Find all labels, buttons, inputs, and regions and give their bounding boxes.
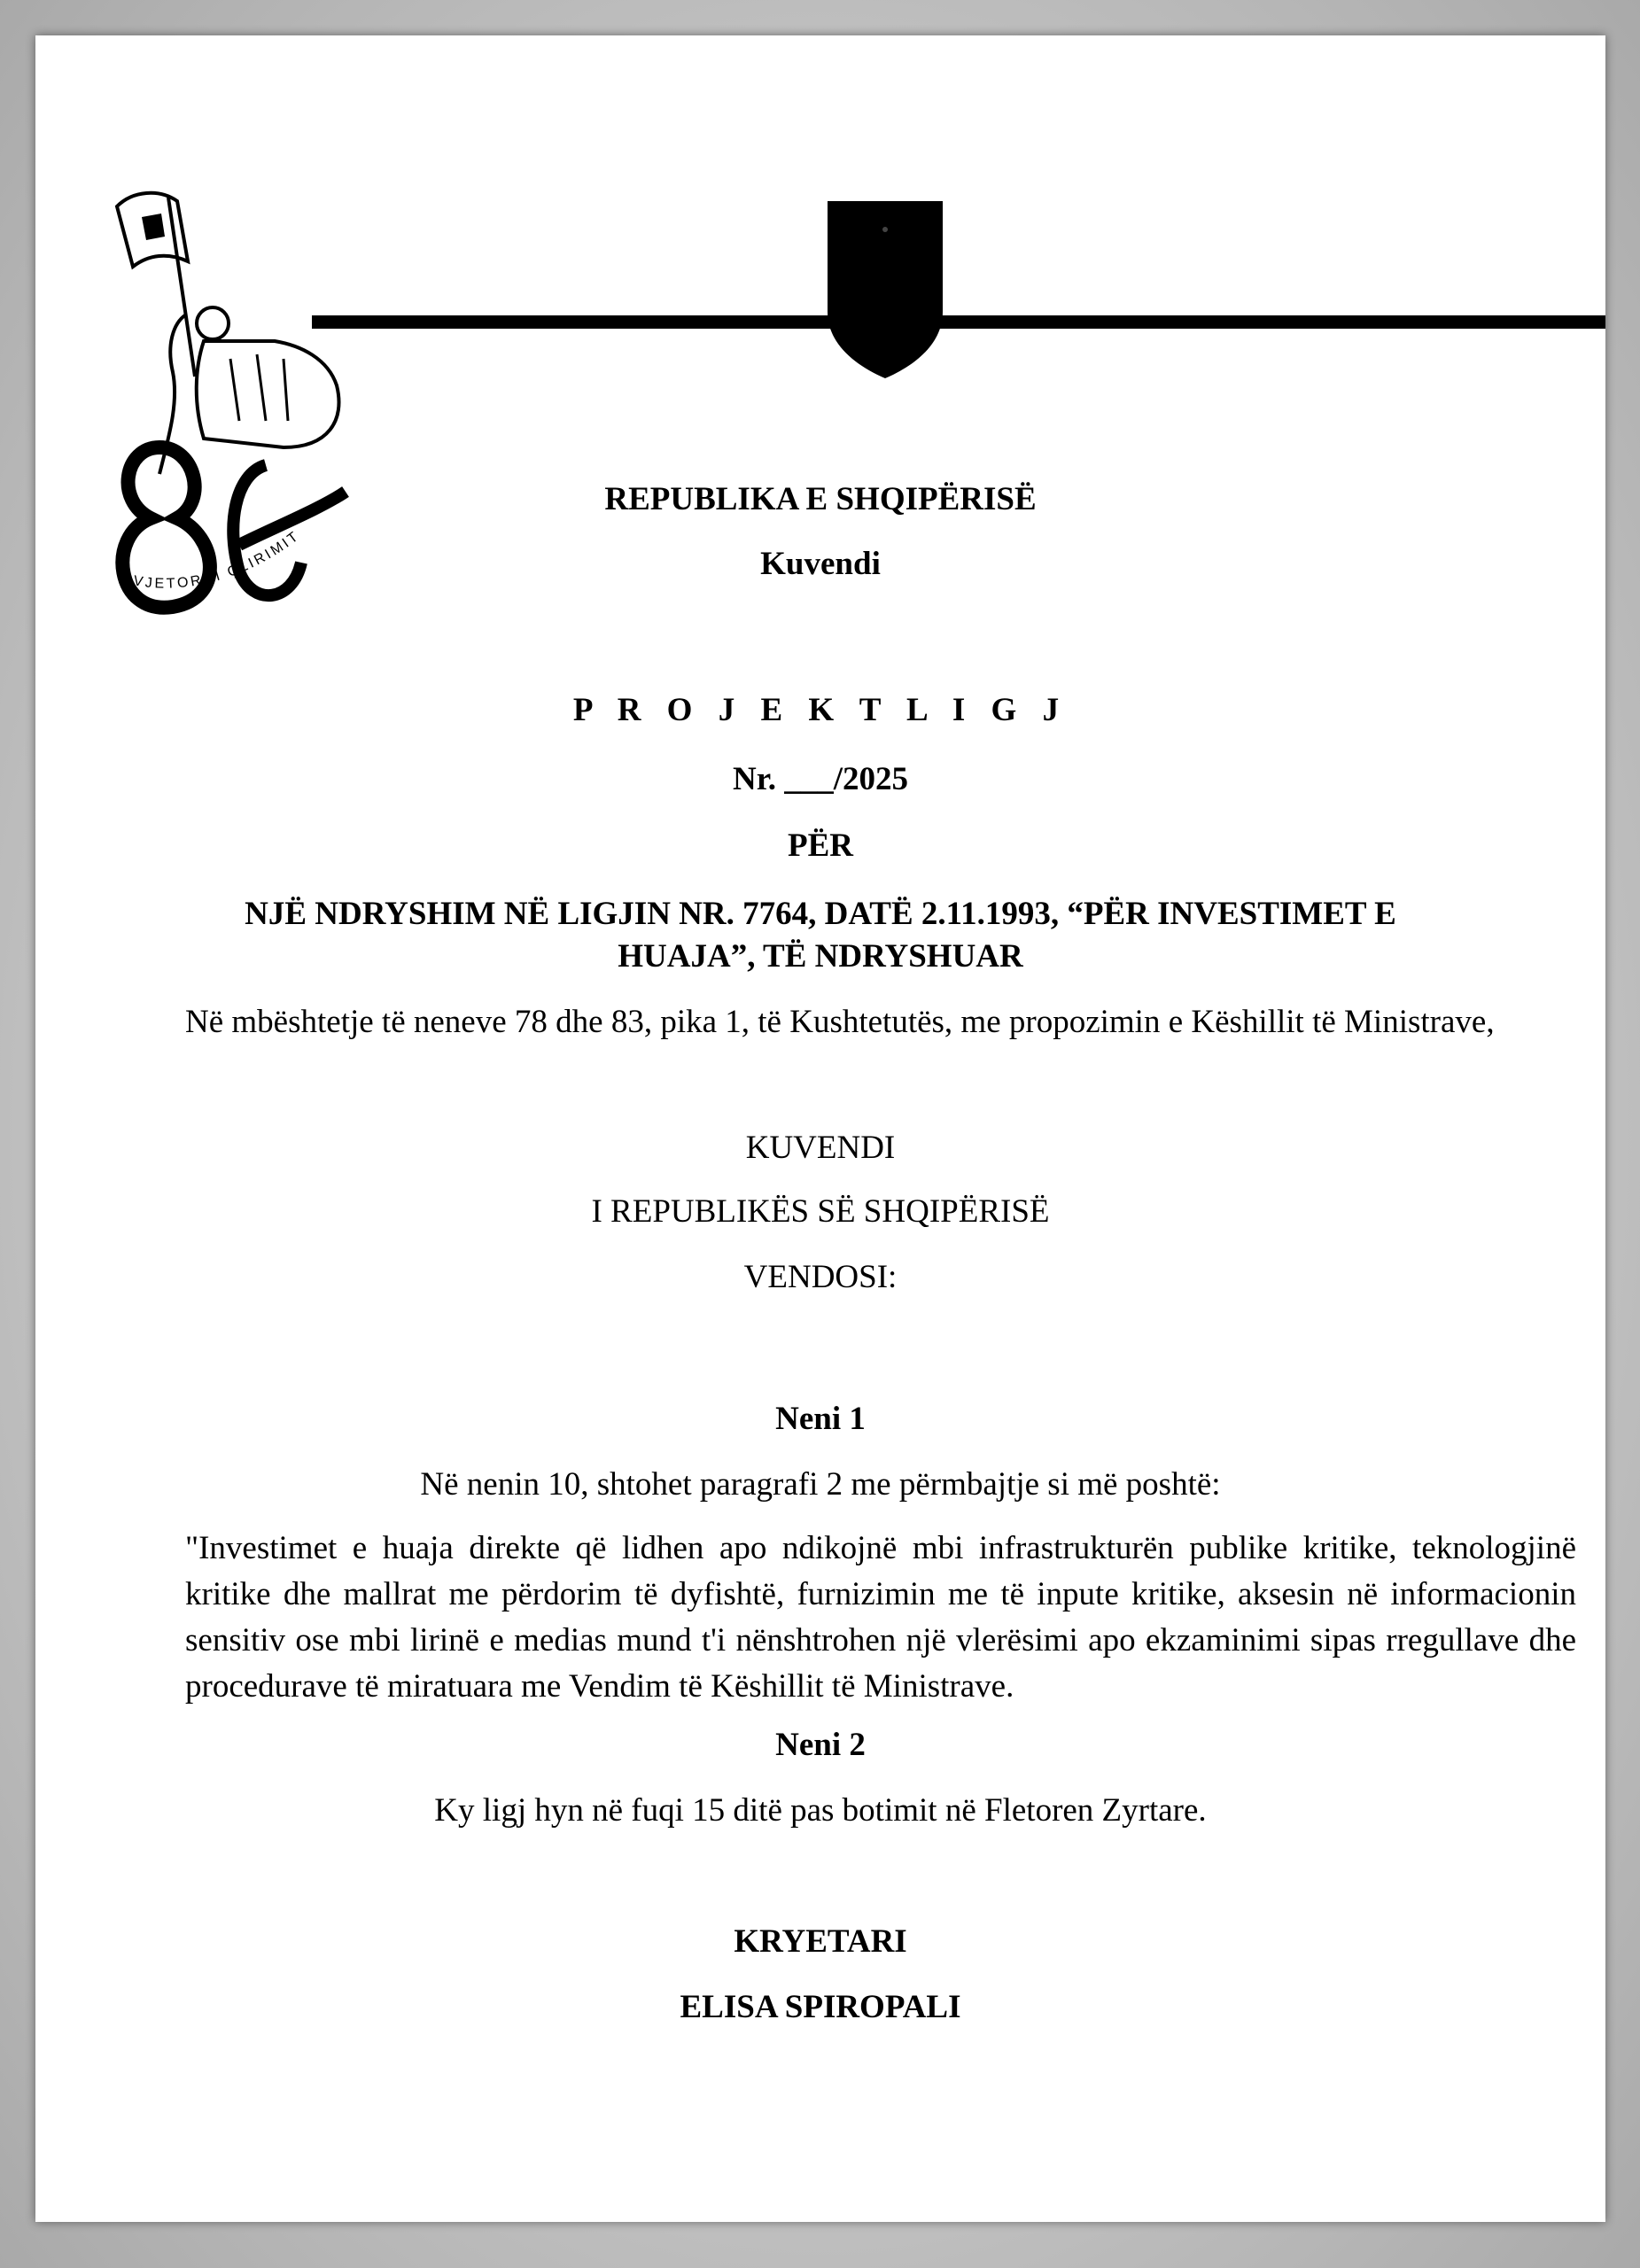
logo-caption: VJETORI I ÇLIRIMIT [132, 528, 303, 592]
document-type: P R O J E K T L I G J [572, 692, 1069, 728]
signatory-name: ELISA SPIROPALI [680, 1989, 961, 2025]
article-1-heading: Neni 1 [775, 1401, 866, 1437]
article-1-text: "Investimet e huaja direkte që lidhen apo ndikojnë mbi infrastrukturën publike kritike, teknologjinë kritike dhe mallrat me përdorim të dyfishtë, furnizimin me të inpute kritike, aksesin në informacionin sensitiv ose mbi lirinë e medias mund t'i nënshtrohen një vlerësimi apo ekzaminimi sipas rregullave dhe procedurave të miratuara me Vendim të Këshillit të Ministrave. [185, 1530, 1576, 1705]
country-name: REPUBLIKA E SHQIPËRISË [604, 481, 1037, 517]
institution-name: Kuvendi [760, 546, 881, 582]
document-per: PËR [788, 827, 853, 864]
header-rule-right [939, 315, 1605, 329]
signatory-title: KRYETARI [734, 1923, 907, 1960]
document-page [35, 35, 1605, 2222]
coat-of-arms-shield-icon [819, 166, 952, 387]
enacting-line-3: VENDOSI: [743, 1259, 898, 1295]
preamble-text: Në mbështetje të neneve 78 dhe 83, pika 1, të Kushtetutës, me propozimin e Këshillit të Ministrave, [185, 1004, 1495, 1040]
enacting-line-2: I REPUBLIKËS SË SHQIPËRISË [591, 1193, 1050, 1230]
article-2-text: Ky ligj hyn në fuqi 15 ditë pas botimit në Fletoren Zyrtare. [434, 1792, 1207, 1829]
article-2-heading: Neni 2 [775, 1727, 866, 1763]
article-1-intro: Në nenin 10, shtohet paragrafi 2 me përmbajtje si më poshtë: [420, 1466, 1221, 1503]
document-title: NJË NDRYSHIM NË LIGJIN NR. 7764, DATË 2.11.1993, “PËR INVESTIMET E HUAJA”, TË NDRYSHUAR [245, 896, 1396, 975]
enacting-line-1: KUVENDI [745, 1130, 896, 1166]
document-number: Nr. ___/2025 [732, 761, 909, 797]
header-rule-left [312, 315, 831, 329]
